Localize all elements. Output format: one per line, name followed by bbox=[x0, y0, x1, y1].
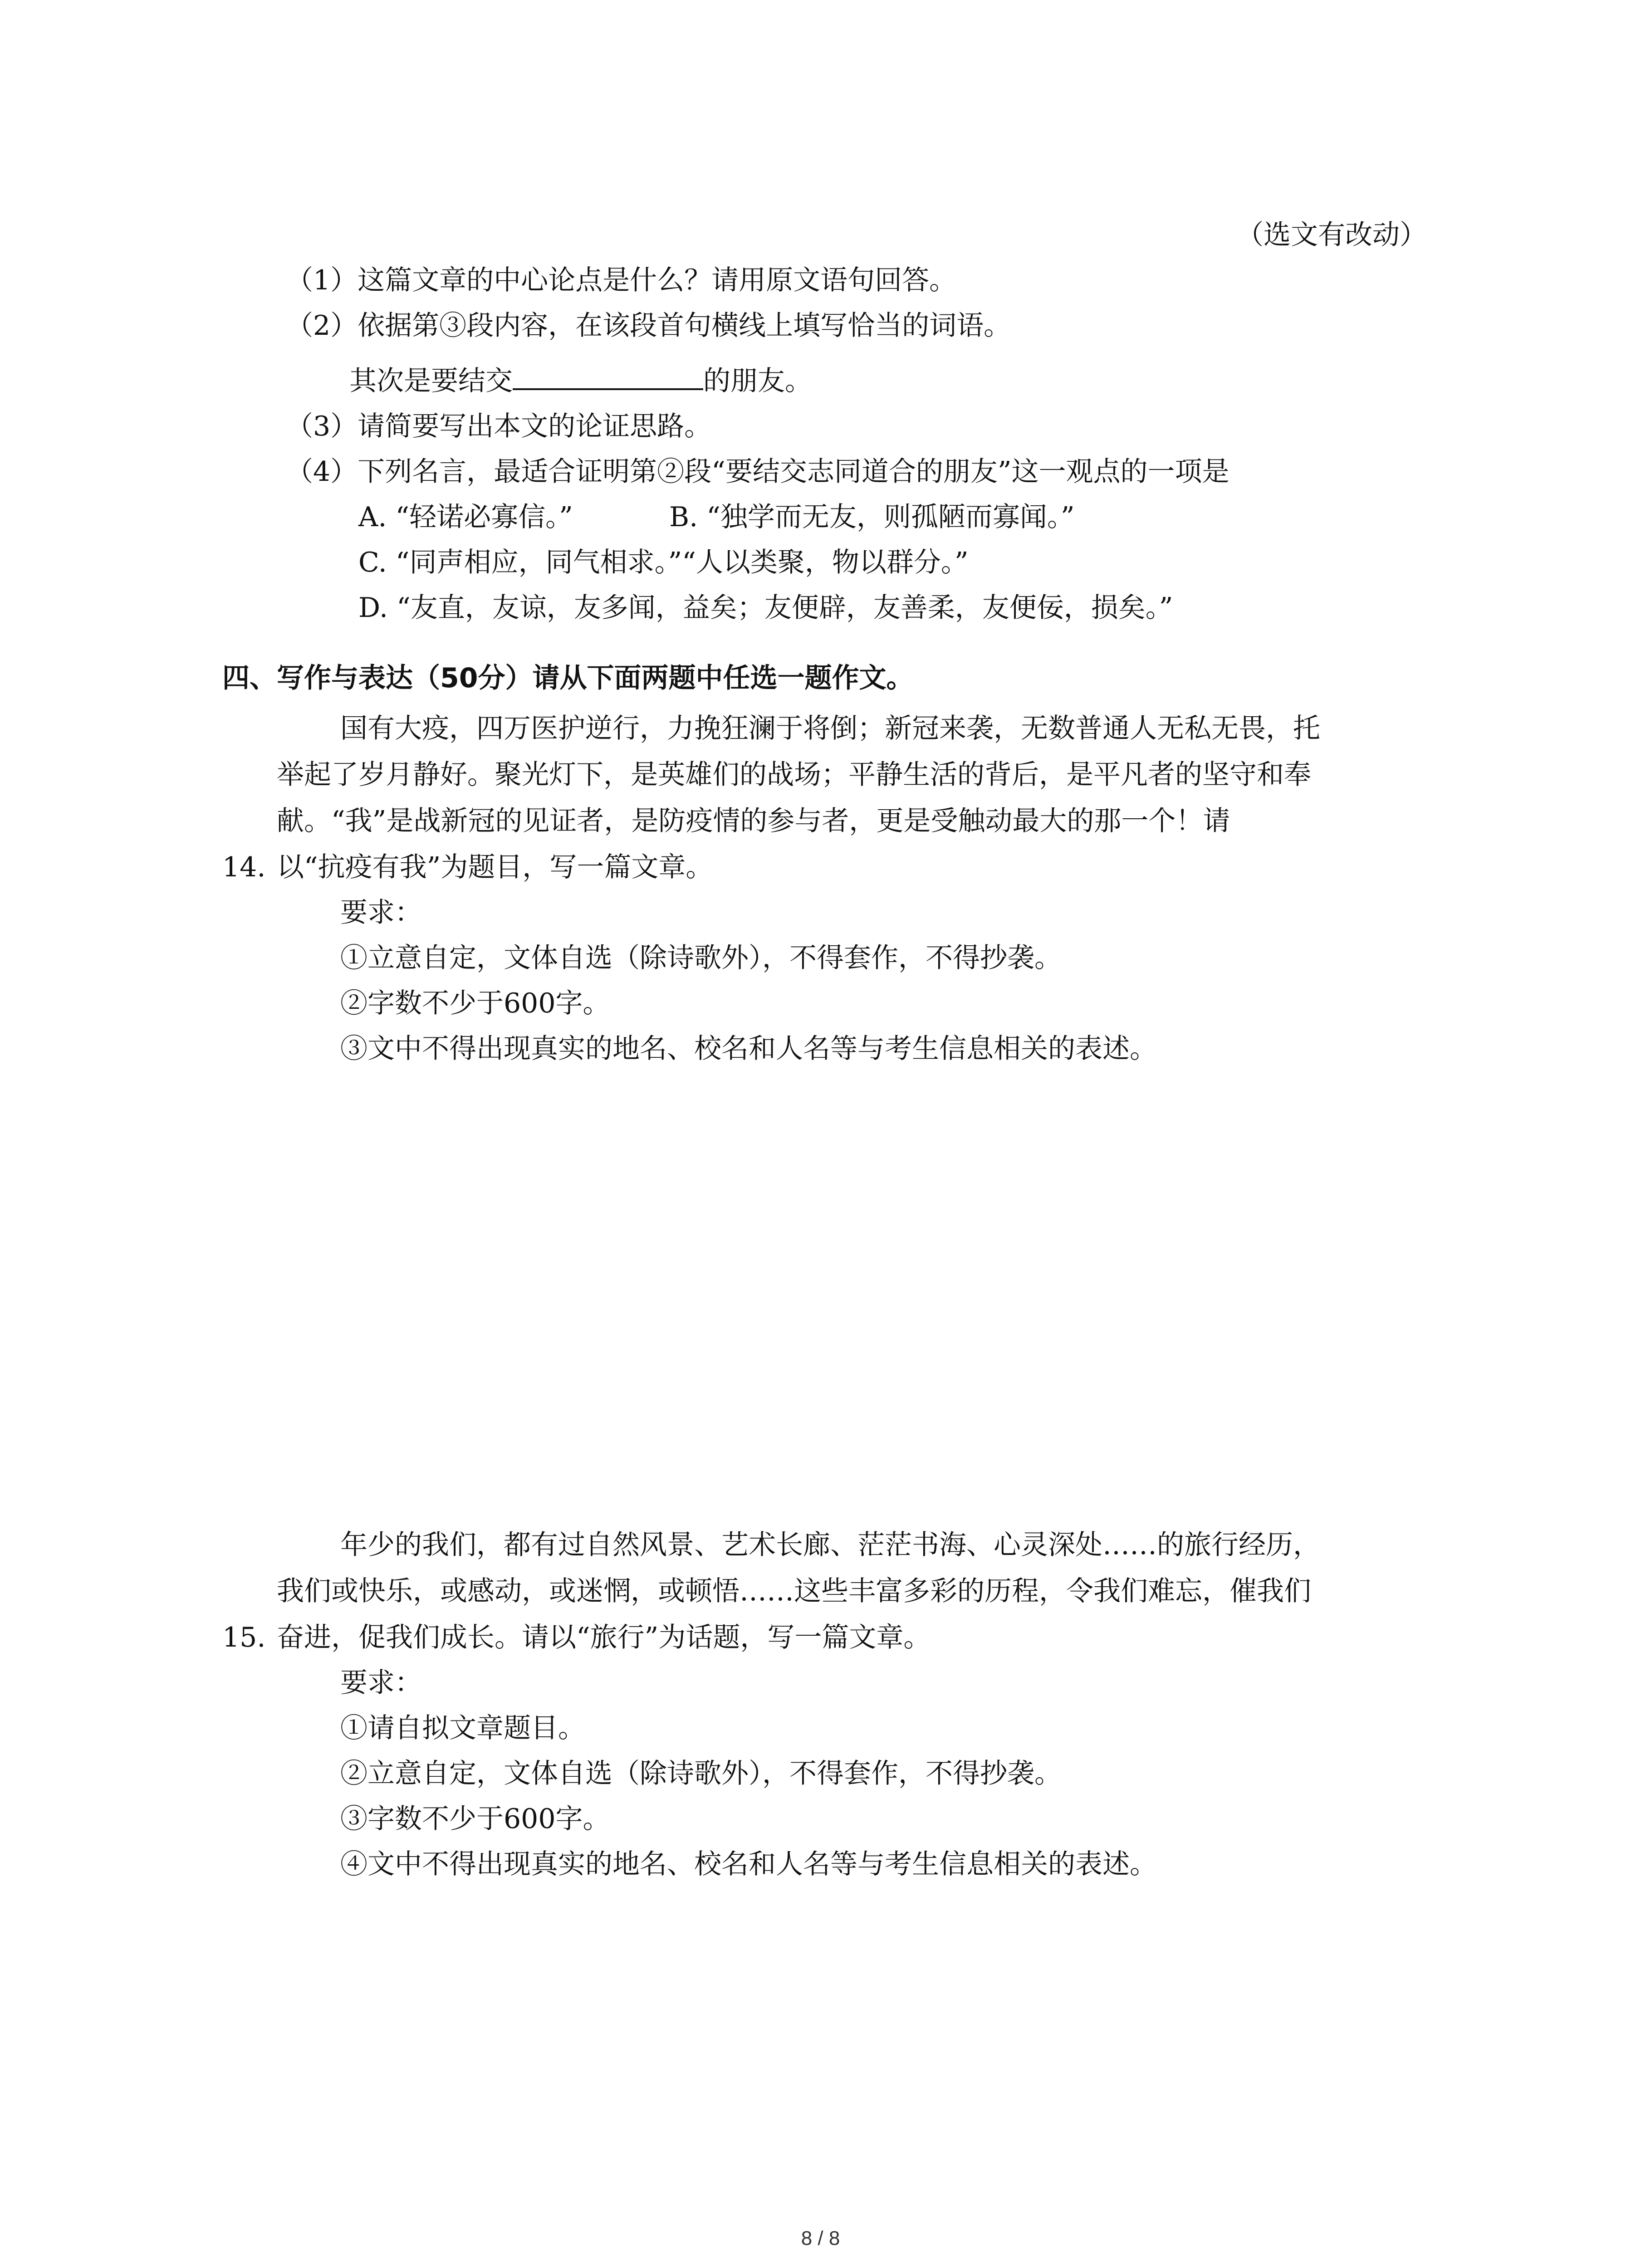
question-2-fill-line bbox=[349, 363, 812, 399]
topic-14-line-3: 献。“我”是战新冠的见证者，是防疫情的参与者，更是受触动最大的那一个！请 bbox=[277, 805, 1230, 837]
topic-15-line-2: 我们或快乐，或感动，或迷惘，或顿悟……这些丰富多彩的历程，令我们难忘，催我们 bbox=[277, 1575, 1311, 1607]
topic-14-requirement-1: ①立意自定，文体自选（除诗歌外），不得套作，不得抄袭。 bbox=[340, 942, 1062, 974]
topic-15-number: 15. bbox=[222, 1622, 266, 1653]
question-2: （2）依据第③段内容，在该段首句横线上填写恰当的词语。 bbox=[286, 310, 1011, 342]
topic-14-requirement-3: ③文中不得出现真实的地名、校名和人名等与考生信息相关的表述。 bbox=[340, 1033, 1157, 1065]
page-number: 8 / 8 bbox=[801, 2227, 840, 2249]
topic-14-number: 14. bbox=[222, 851, 266, 883]
option-a: A. “轻诺必寡信。” bbox=[358, 501, 573, 533]
fill-before-text: 其次是要结交 bbox=[349, 365, 513, 397]
topic-15-requirement-2: ②立意自定，文体自选（除诗歌外），不得套作，不得抄袭。 bbox=[340, 1758, 1062, 1789]
topic-15-requirement-3: ③字数不少于600字。 bbox=[340, 1803, 610, 1835]
topic-15-requirements-label: 要求： bbox=[340, 1667, 422, 1699]
question-4: （4）下列名言，最适合证明第②段“要结交志同道合的朋友”这一观点的一项是 bbox=[286, 456, 1230, 488]
question-3: （3）请简要写出本文的论证思路。 bbox=[286, 411, 712, 442]
section-4-heading: 四、写作与表达（50分）请从下面两题中任选一题作文。 bbox=[222, 662, 914, 694]
topic-15-line-1: 年少的我们，都有过自然风景、艺术长廊、茫茫书海、心灵深处……的旅行经历， bbox=[340, 1529, 1320, 1561]
fill-after-text: 的朋友。 bbox=[703, 365, 812, 397]
topic-14-requirement-2: ②字数不少于600字。 bbox=[340, 987, 610, 1019]
topic-14-line-2: 举起了岁月静好。聚光灯下，是英雄们的战场；平静生活的背后，是平凡者的坚守和奉 bbox=[277, 759, 1311, 791]
answer-blank[interactable] bbox=[513, 363, 703, 390]
topic-15-requirement-4: ④文中不得出现真实的地名、校名和人名等与考生信息相关的表述。 bbox=[340, 1848, 1157, 1880]
option-d: D. “友直，友谅，友多闻，益矣；友便辟，友善柔，友便佞，损矣。” bbox=[358, 592, 1173, 624]
topic-14-requirements-label: 要求： bbox=[340, 897, 422, 929]
topic-15-line-3: 奋进，促我们成长。请以“旅行”为话题，写一篇文章。 bbox=[277, 1622, 931, 1653]
option-b: B. “独学而无友，则孤陋而寡闻。” bbox=[669, 501, 1075, 533]
topic-14-line-1: 国有大疫，四万医护逆行，力挽狂澜于将倒；新冠来袭，无数普通人无私无畏，托 bbox=[340, 713, 1320, 744]
topic-15-requirement-1: ①请自拟文章题目。 bbox=[340, 1712, 585, 1744]
option-c: C. “同声相应，同气相求。”“人以类聚，物以群分。” bbox=[358, 547, 969, 578]
topic-14-line-4: 以“抗疫有我”为题目，写一篇文章。 bbox=[277, 851, 713, 883]
question-1: （1）这篇文章的中心论点是什么？请用原文语句回答。 bbox=[286, 264, 957, 296]
source-note: （选文有改动） bbox=[1236, 219, 1427, 251]
